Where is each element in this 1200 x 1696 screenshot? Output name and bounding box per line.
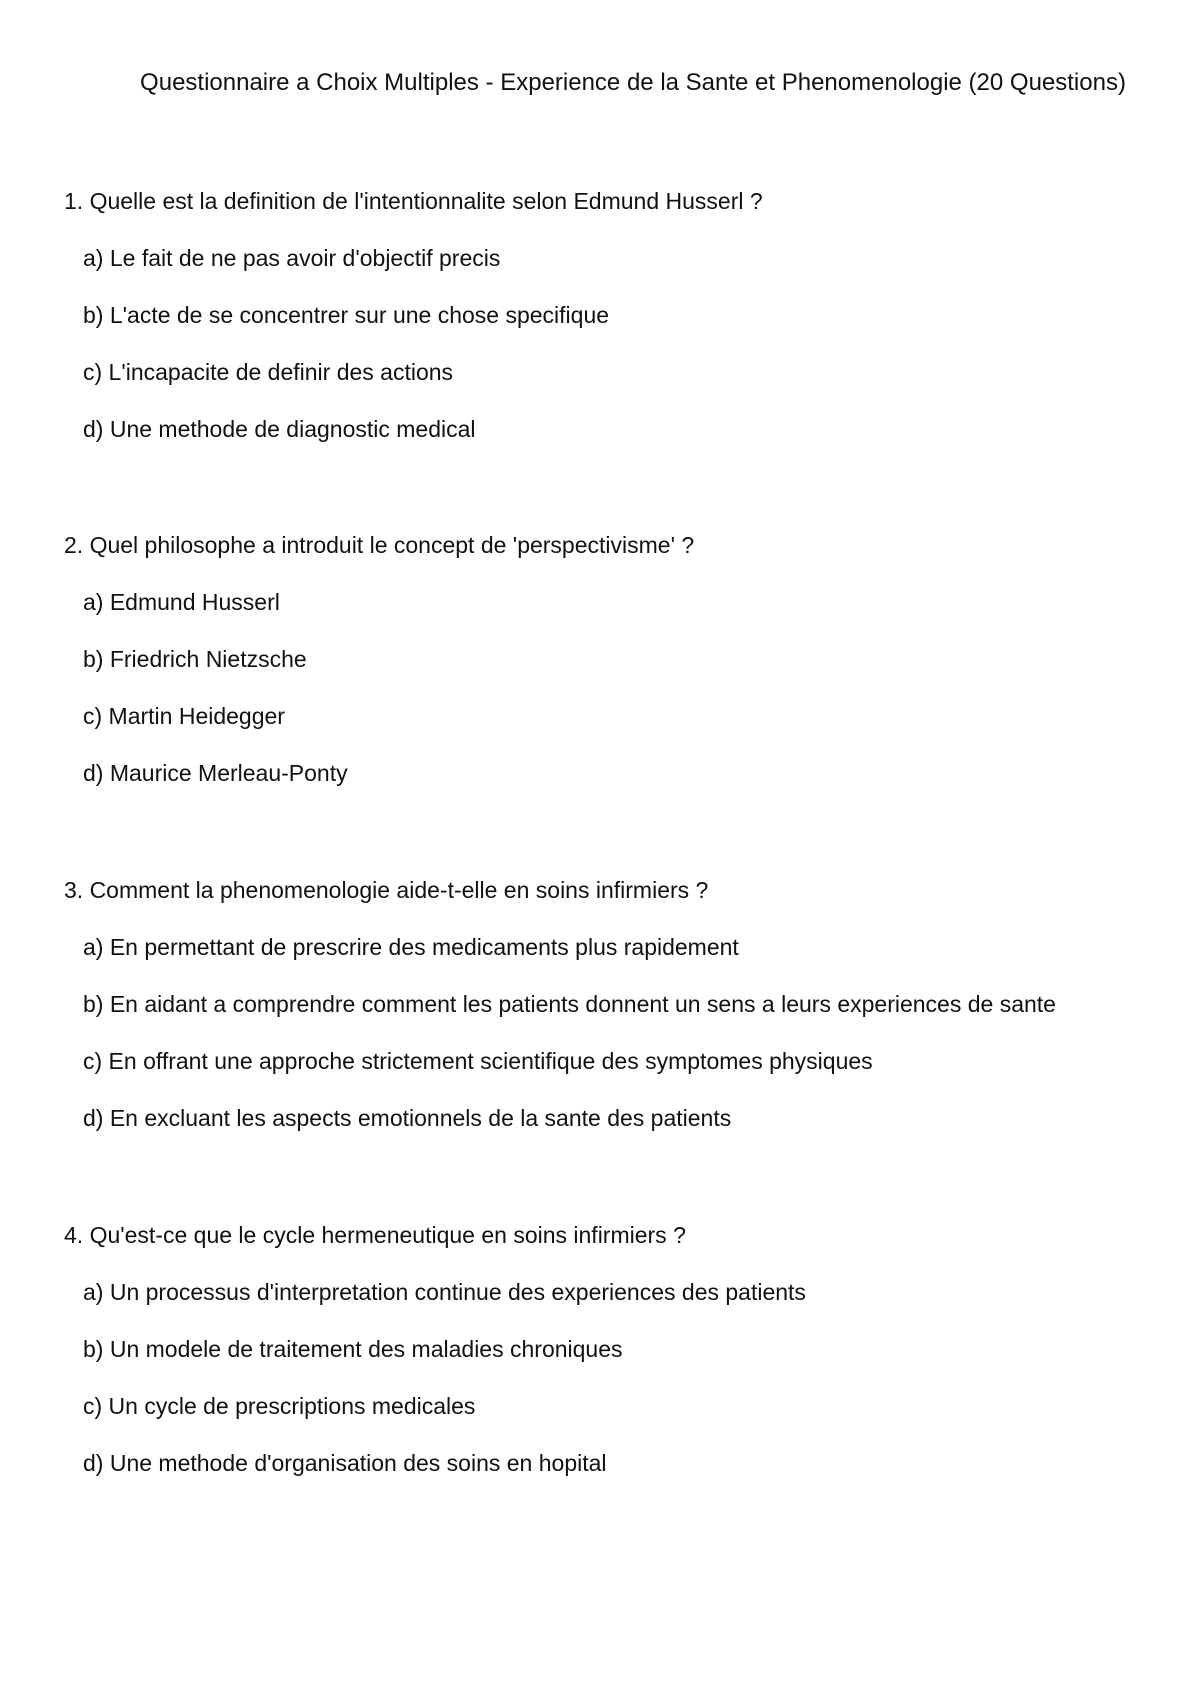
question-text: 2. Quel philosophe a introduit le concept de 'perspectivisme' ? (64, 532, 695, 558)
answer-option-c: c) Martin Heidegger (83, 703, 285, 729)
answer-option-a: a) En permettant de prescrire des medicaments plus rapidement (83, 934, 739, 960)
question-1 (64, 186, 1164, 444)
answer-option-d: d) En excluant les aspects emotionnels de la sante des patients (83, 1105, 732, 1131)
answer-options (64, 587, 1164, 788)
answer-option-b: b) En aidant a comprendre comment les patients donnent un sens a leurs experiences de sante (83, 991, 1056, 1017)
answer-option-d: d) Une methode d'organisation des soins en hopital (83, 1450, 607, 1476)
answer-option-a: a) Le fait de ne pas avoir d'objectif precis (83, 245, 501, 271)
answer-option-c: c) L'incapacite de definir des actions (83, 359, 454, 385)
question-2 (64, 530, 1164, 788)
answer-option-c: c) En offrant une approche strictement scientifique des symptomes physiques (83, 1048, 873, 1074)
answer-options (64, 1277, 1164, 1478)
question-text: 3. Comment la phenomenologie aide-t-elle en soins infirmiers ? (64, 877, 709, 903)
answer-option-a: a) Un processus d'interpretation continue des experiences des patients (83, 1279, 806, 1305)
answer-option-b: b) Un modele de traitement des maladies chroniques (83, 1336, 623, 1362)
answer-option-b: b) L'acte de se concentrer sur une chose specifique (83, 302, 610, 328)
answer-option-c: c) Un cycle de prescriptions medicales (83, 1393, 476, 1419)
answer-option-b: b) Friedrich Nietzsche (83, 646, 307, 672)
question-text: 1. Quelle est la definition de l'intentionnalite selon Edmund Husserl ? (64, 188, 763, 214)
question-text: 4. Qu'est-ce que le cycle hermeneutique en soins infirmiers ? (64, 1222, 686, 1248)
answer-option-d: d) Une methode de diagnostic medical (83, 416, 476, 442)
answer-option-a: a) Edmund Husserl (83, 589, 280, 615)
answer-options (64, 243, 1164, 444)
answer-option-d: d) Maurice Merleau-Ponty (83, 760, 348, 786)
answer-options (64, 932, 1164, 1133)
document-title: Questionnaire a Choix Multiples - Experience de la Sante et Phenomenologie (20 Questions) (140, 69, 1126, 96)
question-3 (64, 875, 1164, 1133)
question-4 (64, 1220, 1164, 1478)
